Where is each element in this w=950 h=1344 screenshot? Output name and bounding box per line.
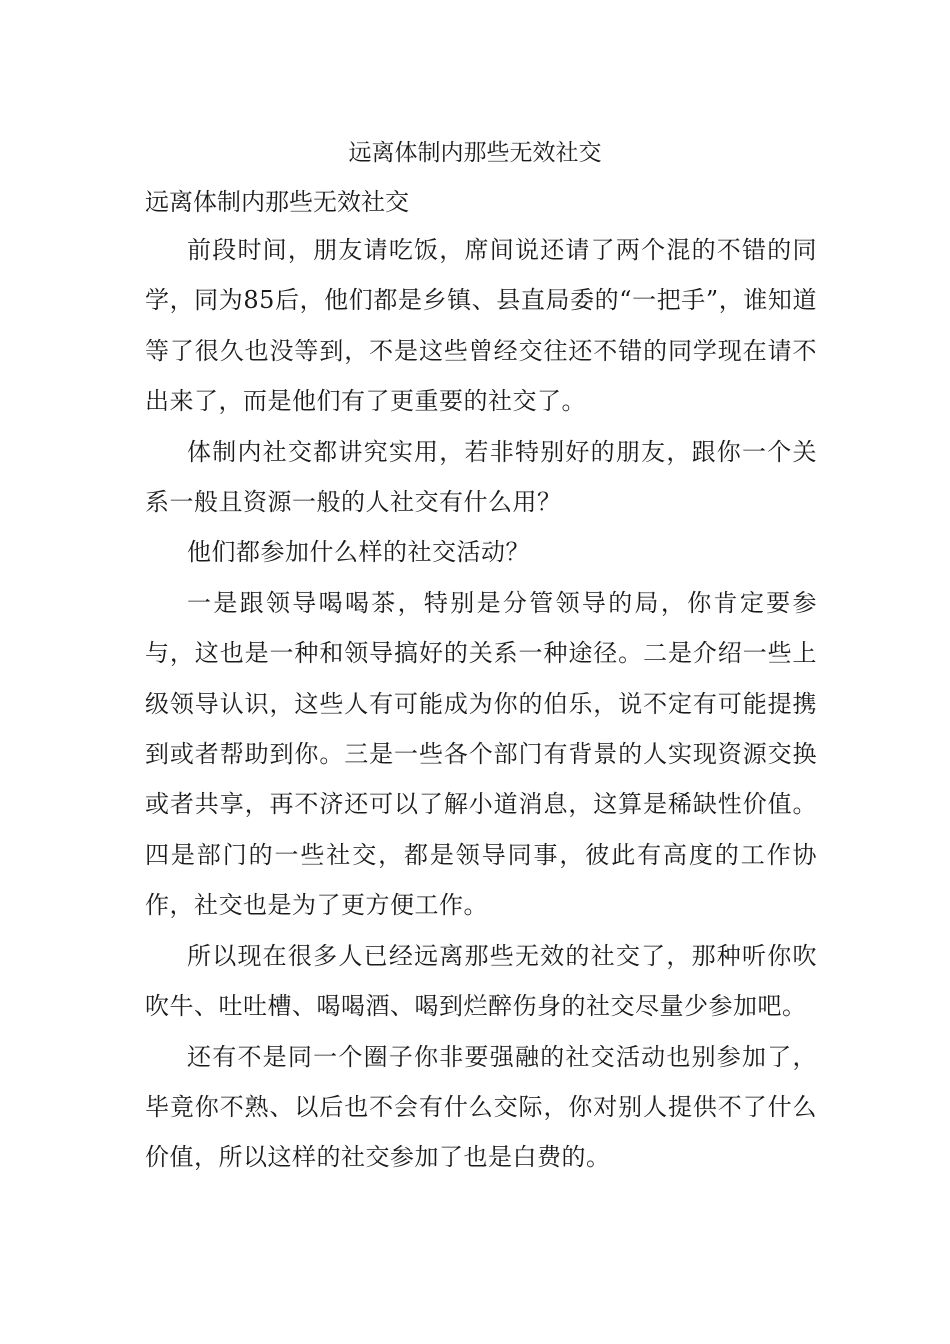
- paragraph-intro: 前段时间，朋友请吃饭，席间说还请了两个混的不错的同学，同为85后，他们都是乡镇、县直局委的“一把手”，谁知道等了很久也没等到，不是这些曾经交往还不错的同学现在请不出来了，而是他们有了更重要的社交了。: [145, 236, 817, 416]
- paragraph-advice: 还有不是同一个圈子你非要强融的社交活动也别参加了，毕竟你不熟、以后也不会有什么交际，你对别人提供不了什么价值，所以这样的社交参加了也是白费的。: [145, 1042, 817, 1172]
- document-subtitle: 远离体制内那些无效社交: [145, 188, 409, 216]
- document-title: 远离体制内那些无效社交: [348, 140, 602, 166]
- document-body: [145, 225, 817, 1183]
- paragraph-question: 他们都参加什么样的社交活动？: [187, 538, 530, 567]
- paragraph-conclusion: 所以现在很多人已经远离那些无效的社交了，那种听你吹吹牛、吐吐槽、喝喝酒、喝到烂醉伤身的社交尽量少参加吧。: [145, 941, 817, 1021]
- paragraph-activities: 一是跟领导喝喝茶，特别是分管领导的局，你肯定要参与，这也是一种和领导搞好的关系一种途径。二是介绍一些上级领导认识，这些人有可能成为你的伯乐，说不定有可能提携到或者帮助到你。三是一些各个部门有背景的人实现资源交换或者共享，再不济还可以了解小道消息，这算是稀缺性价值。四是部门的一些社交，都是领导同事，彼此有高度的工作协作，社交也是为了更方便工作。: [145, 588, 817, 920]
- paragraph-practical: 体制内社交都讲究实用，若非特别好的朋友，跟你一个关系一般且资源一般的人社交有什么用？: [145, 437, 817, 517]
